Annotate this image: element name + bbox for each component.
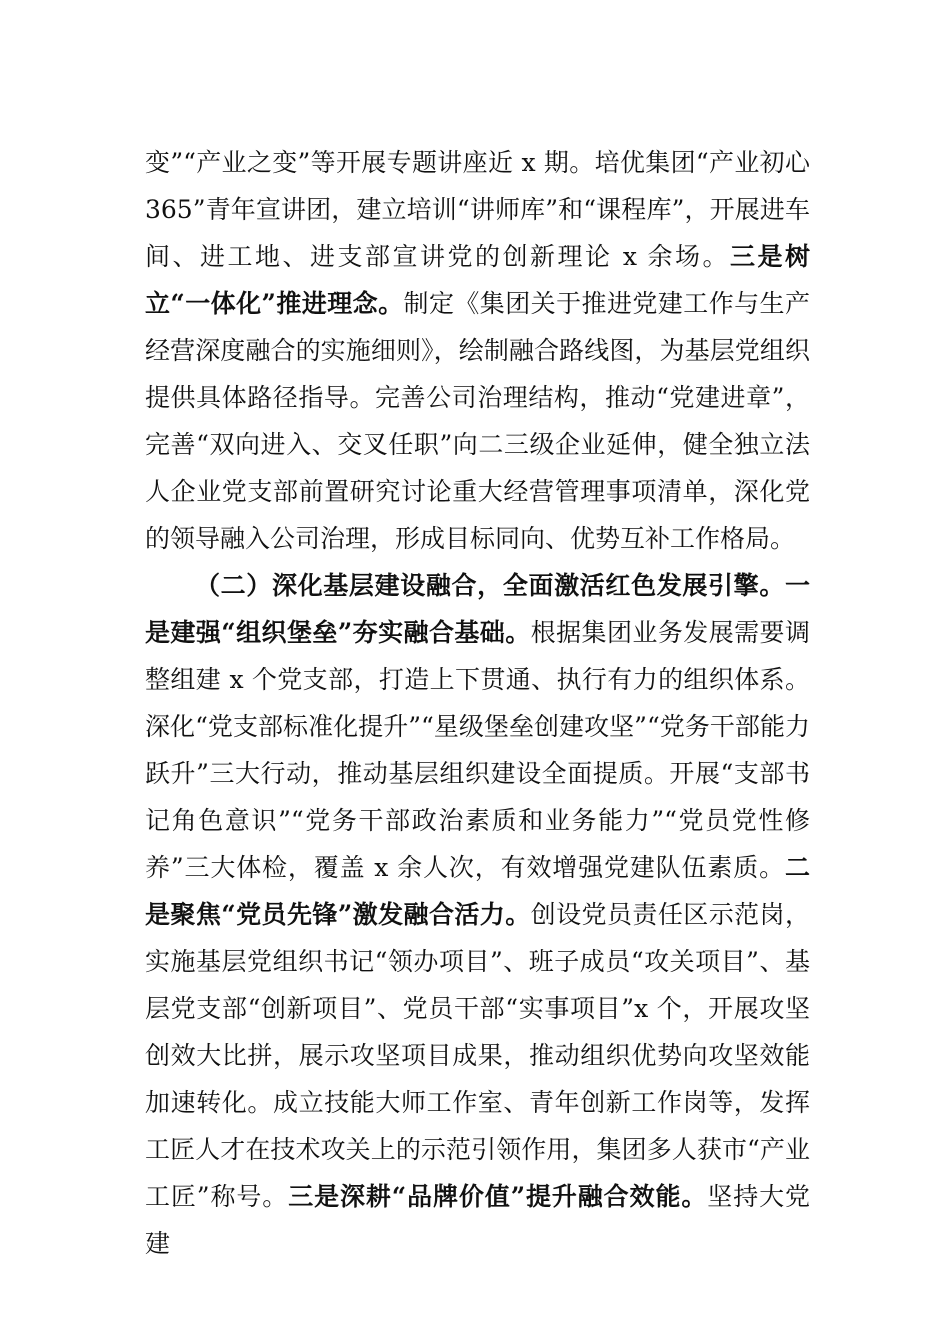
bold-heading-run: （二）深化基层建设融合，全面激活红色发展引擎。一是建强“组织堡垒”夯实融合基础。 [145,571,810,647]
bold-heading-run: 三是树立“一体化”推进理念。 [145,242,810,318]
text-run: 创设党员责任区示范岗，实施基层党组织书记“领办项目”、班子成员“攻关项目”、基层党支部“创新项目”、党员干部“实事项目”x 个，开展攻坚创效大比拼，展示攻坚项目成果，推动组织优势向攻坚效能加速转化。成立技能大师工作室、青年创新工作岗等，发挥工匠人才在技术攻关上的示范引领作用，集团多人获市“产业工匠”称号。 [145,900,810,1211]
paragraph [145,139,810,562]
document-body [145,139,810,1267]
text-run: 根据集团业务发展需要调整组建 x 个党支部，打造上下贯通、执行有力的组织体系。深化“党支部标准化提升”“星级堡垒创建攻坚”“党务干部能力跃升”三大行动，推动基层组织建设全面提质。开展“支部书记角色意识”“党务干部政治素质和业务能力”“党员党性修养”三大体检，覆盖 x 余人次，有效增强党建队伍素质。 [145,618,810,882]
bold-heading-run: 三是深耕“品牌价值”提升融合效能。 [288,1182,708,1211]
paragraph [145,562,810,1267]
text-run: 制定《集团关于推进党建工作与生产经营深度融合的实施细则》，绘制融合路线图，为基层党组织提供具体路径指导。完善公司治理结构，推动“党建进章”，完善“双向进入、交叉任职”向二三级企业延伸，健全独立法人企业党支部前置研究讨论重大经营管理事项清单，深化党的领导融入公司治理，形成目标同向、优势互补工作格局。 [145,289,810,553]
bold-heading-run: 二是聚焦“党员先锋”激发融合活力。 [145,853,810,929]
text-run: 坚持大党建 [145,1182,811,1258]
text-run: 变”“产业之变”等开展专题讲座近 x 期。培优集团“产业初心 365”青年宣讲团，建立培训“讲师库”和“课程库”，开展进车间、进工地、进支部宣讲党的创新理论 x 余场。 [145,148,810,271]
